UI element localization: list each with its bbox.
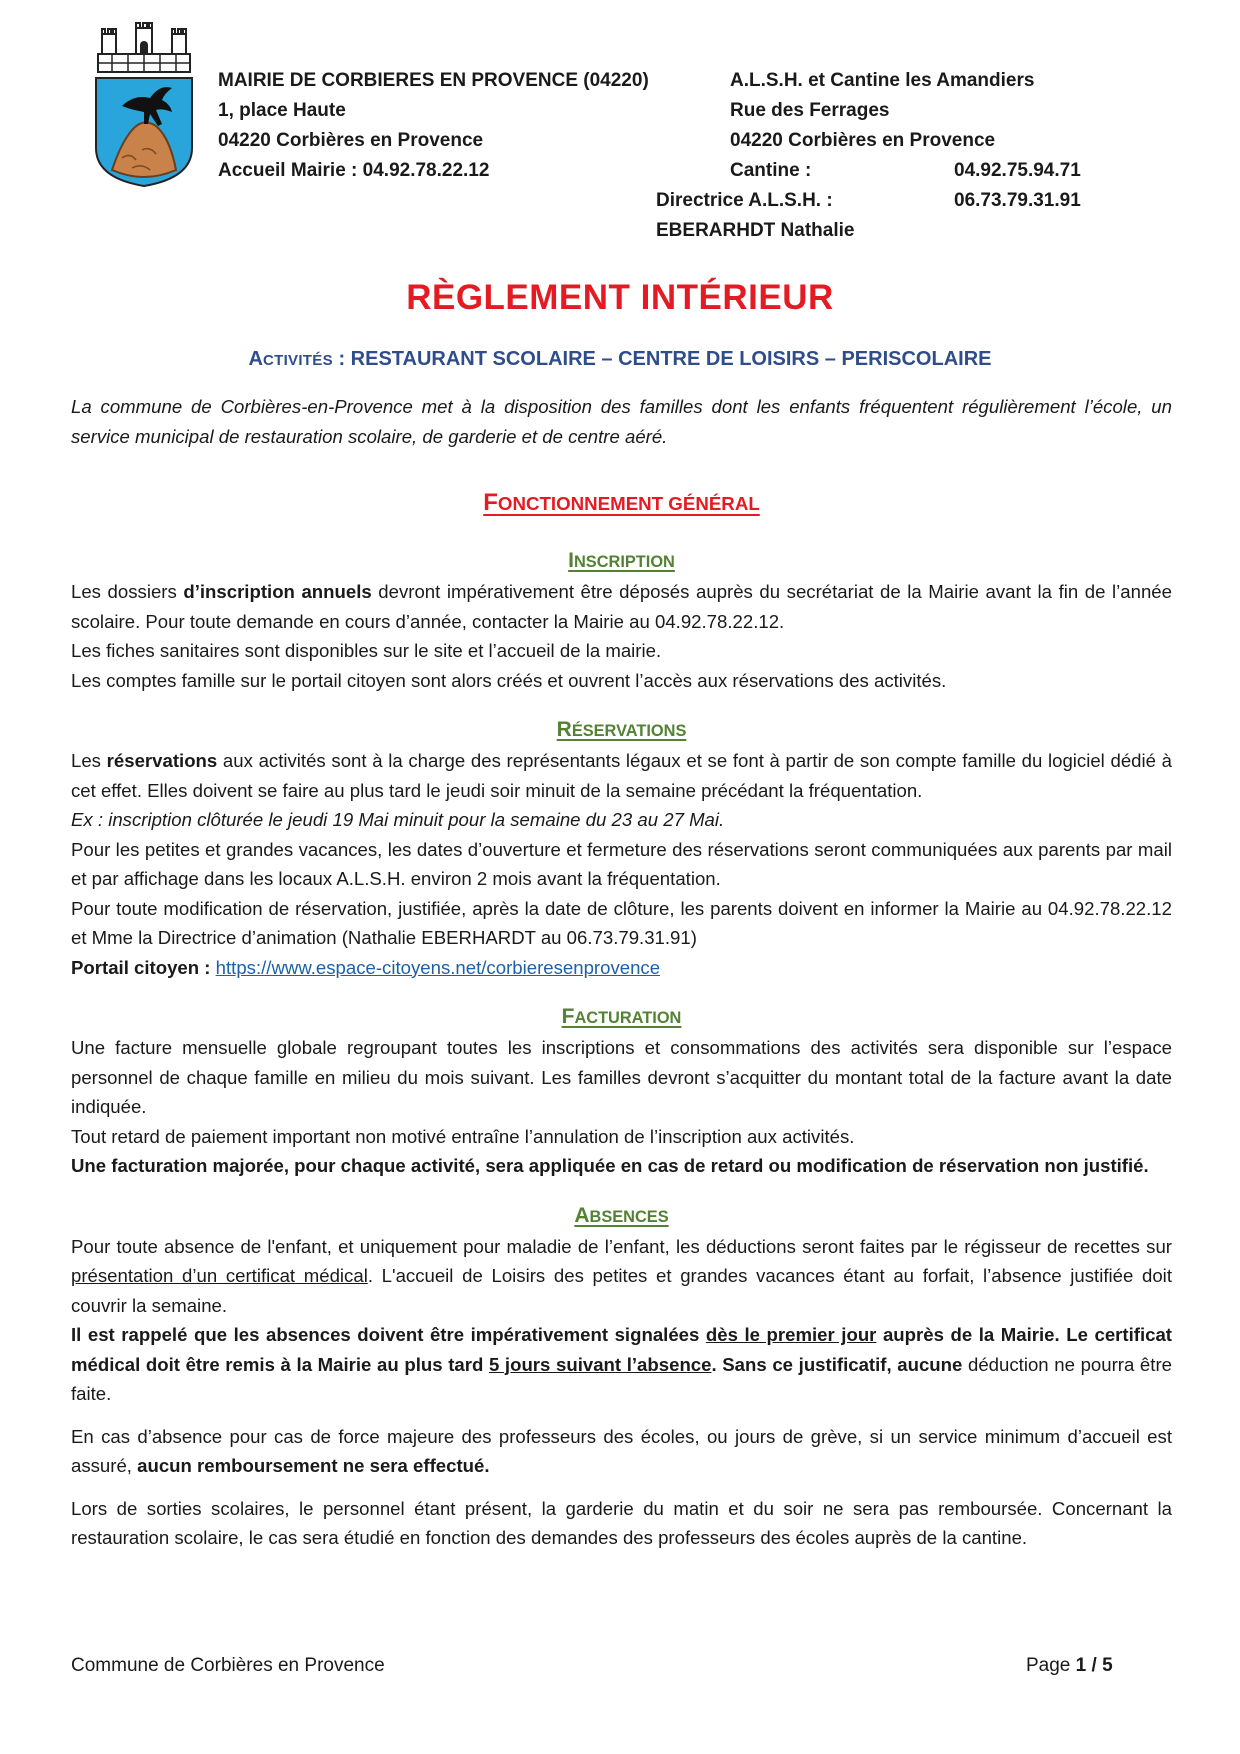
- facturation-paragraph-3: [71, 1151, 1172, 1181]
- subtitle-prefix-rest: CTIVITÉS: [262, 352, 333, 369]
- heading-cap: I: [568, 549, 574, 572]
- footer-page-number: [1026, 1655, 1113, 1677]
- portal-link[interactable]: https://www.espace-citoyens.net/corbieresenprovence: [215, 956, 661, 978]
- underlined-text: 5 jours suivant l’absence: [488, 1353, 712, 1375]
- mairie-city: 04220 Corbières en Provence: [218, 130, 484, 151]
- reservations-example: [71, 805, 1172, 835]
- mairie-phone: Accueil Mairie : 04.92.78.22.12: [218, 160, 490, 181]
- heading-facturation: [71, 1002, 1172, 1033]
- heading-rest: BSENCES: [589, 1207, 669, 1226]
- alsh-city: 04220 Corbières en Provence: [730, 130, 996, 151]
- facturation-paragraph-1: Une facture mensuelle globale regroupant toutes les inscriptions et consommations des activités sera disponible sur l’espace personnel de chaque famille en milieu du mois suivant. Les familles devront s’acquitter du montant total de la facture avant la date indiquée.: [71, 1037, 1172, 1117]
- inscription-paragraph-3: Les comptes famille sur le portail citoyen sont alors créés et ouvrent l’accès aux réservations des activités.: [71, 669, 947, 691]
- text-run: Pour toute absence de l'enfant, et uniquement pour maladie de l’enfant, les déductions seront faites par le régisseur de recettes sur: [71, 1235, 1172, 1257]
- heading-rest: ONCTIONNEMENT GÉNÉRAL: [497, 493, 760, 514]
- underlined-text: dès le premier jour: [705, 1324, 877, 1345]
- section-heading-general: [71, 486, 1172, 521]
- text-run: Il est rappelé que les absences doivent être impérativement signalées: [71, 1324, 706, 1345]
- heading-rest: NSCRIPTION: [573, 553, 675, 571]
- bold-text: Une facturation majorée, pour chaque activité, sera appliquée en cas de retard ou modification de réservation non justifié.: [71, 1155, 1149, 1176]
- text-run: . Sans ce justificatif, aucune: [711, 1353, 963, 1375]
- alsh-name: A.L.S.H. et Cantine les Amandiers: [730, 70, 1035, 91]
- text-run: aux activités sont à la charge des représentants légaux et se font à partir de son compte famille du logiciel dédié à cet effet. Elles doivent se faire au plus tard le jeudi soir minuit de la semaine précédant la fréquentation.: [71, 750, 1172, 801]
- reservations-paragraph-1: [71, 746, 1172, 805]
- absences-paragraph-2: [71, 1320, 1172, 1409]
- reservations-paragraph-2: Pour les petites et grandes vacances, les dates d’ouverture et fermeture des réservations seront communiquées aux parents par mail et par affichage dans les locaux A.L.S.H. environ 2 mois avant la fréquentation.: [71, 838, 1172, 889]
- subtitle-text: : RESTAURANT SCOLAIRE – CENTRE DE LOISIRS – PERISCOLAIRE: [332, 348, 992, 370]
- cantine-phone: 04.92.75.94.71: [954, 160, 1081, 181]
- mairie-address-block: [218, 66, 649, 186]
- text-run: devront impérativement être déposés auprès du secrétariat de la Mairie avant la fin de l’année scolaire. Pour toute demande en cours d’année, contacter la Mairie au 04.92.78.22.12.: [71, 581, 1172, 632]
- text-run: Les dossiers: [71, 581, 184, 602]
- directrice-row: [656, 186, 1160, 216]
- heading-cap: F: [483, 489, 498, 516]
- alsh-address-block: [656, 66, 1160, 246]
- alsh-street: Rue des Ferrages: [730, 100, 890, 121]
- heading-reservations: [71, 715, 1172, 746]
- directrice-label: Directrice A.L.S.H. :: [656, 190, 833, 211]
- page-total: 5: [1102, 1655, 1113, 1676]
- portal-label: Portail citoyen :: [71, 956, 216, 978]
- page-label: Page: [1026, 1655, 1076, 1676]
- bold-text: réservations: [106, 750, 218, 771]
- absences-paragraph-3: [71, 1422, 1172, 1481]
- portal-line: [71, 953, 1172, 983]
- inscription-paragraph-2: Les fiches sanitaires sont disponibles sur le site et l’accueil de la mairie.: [71, 640, 662, 661]
- text-run: En cas d’absence pour cas de force majeure des professeurs des écoles, ou jours de grève, si un service minimum d’accueil est assuré,: [71, 1425, 1172, 1476]
- heading-cap: A: [574, 1203, 590, 1227]
- document-body: [71, 392, 1172, 1553]
- mairie-street: 1, place Haute: [218, 100, 346, 121]
- italic-text: Ex : inscription clôturée le jeudi 19 Mai minuit pour la semaine du 23 au 27 Mai.: [71, 809, 725, 830]
- bold-text: aucun remboursement ne sera effectué.: [137, 1455, 490, 1476]
- text-run: . L'accueil de Loisirs des petites et grandes vacances étant au forfait, l’absence justifiée doit couvrir la semaine.: [71, 1265, 1172, 1316]
- footer-commune: Commune de Corbières en Provence: [71, 1655, 385, 1676]
- page-separator: /: [1086, 1655, 1103, 1676]
- heading-cap: F: [561, 1005, 575, 1028]
- heading-rest: ÉSERVATIONS: [571, 722, 687, 740]
- page-subtitle: [0, 348, 1240, 371]
- text-run: Les: [71, 750, 107, 771]
- bold-text: d’inscription annuels: [183, 581, 372, 602]
- heading-absences: [71, 1201, 1172, 1232]
- inscription-paragraph-1: [71, 577, 1172, 636]
- heading-rest: ACTURATION: [574, 1009, 682, 1027]
- intro-paragraph: La commune de Corbières-en-Provence met à la disposition des familles dont les enfants fréquentent régulièrement l’école, un service municipal de restauration scolaire, de garderie et de centre aéré.: [71, 396, 1172, 447]
- coat-of-arms-logo: [92, 22, 196, 188]
- page-current: 1: [1075, 1655, 1087, 1676]
- directrice-name: EBERARHDT Nathalie: [656, 220, 855, 241]
- mairie-name: MAIRIE DE CORBIERES EN PROVENCE (04220): [218, 70, 649, 91]
- absences-paragraph-4: Lors de sorties scolaires, le personnel étant présent, la garderie du matin et du soir ne sera pas remboursée. Concernant la restauration scolaire, le cas sera étudié en fonction des demandes des professeurs des écoles auprès de la cantine.: [71, 1497, 1172, 1548]
- directrice-phone: 06.73.79.31.91: [954, 190, 1081, 211]
- subtitle-prefix-cap: A: [248, 348, 263, 370]
- cantine-row: [730, 156, 1160, 186]
- underlined-text: présentation d’un certificat médical: [71, 1265, 368, 1286]
- heading-inscription: [71, 546, 1172, 577]
- heading-cap: R: [556, 718, 572, 741]
- cantine-label: Cantine :: [730, 160, 812, 181]
- absences-paragraph-1: [71, 1232, 1172, 1321]
- reservations-paragraph-3: Pour toute modification de réservation, justifiée, après la date de clôture, les parents doivent en informer la Mairie au 04.92.78.22.12 et Mme la Directrice d’animation (Nathalie EBERHARDT au 06.73.79.31.91): [71, 897, 1172, 948]
- text-run: déduction ne pourra être faite.: [71, 1353, 1172, 1404]
- page-title: RÈGLEMENT INTÉRIEUR: [406, 278, 834, 317]
- text-run: auprès de la Mairie. Le certificat médical doit être remis à la Mairie au plus tard: [71, 1324, 1172, 1375]
- facturation-paragraph-2: Tout retard de paiement important non motivé entraîne l’annulation de l’inscription aux activités.: [71, 1125, 855, 1147]
